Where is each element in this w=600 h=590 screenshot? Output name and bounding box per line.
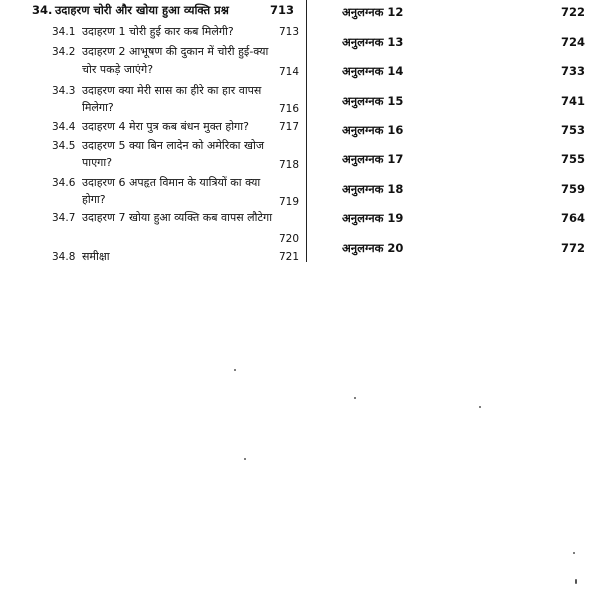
scan-speck xyxy=(244,458,246,460)
annexure-page: 755 xyxy=(560,152,585,166)
section-number: 34.5 xyxy=(52,140,76,152)
annexure-entry xyxy=(330,123,585,139)
annexure-label: अनुलग्नक 16 xyxy=(342,123,404,137)
scan-speck xyxy=(234,369,236,371)
section-title-continued: पाएगा? xyxy=(82,156,113,169)
annexure-entry xyxy=(330,152,585,168)
section-title: समीक्षा xyxy=(82,250,110,263)
chapter-contents-column xyxy=(0,0,304,265)
section-title: उदाहरण 4 मेरा पुत्र कब बंधन मुक्त होगा? xyxy=(82,120,249,133)
annexure-label: अनुलग्नक 12 xyxy=(342,5,404,19)
section-title: उदाहरण 7 खोया हुआ व्यक्ति कब वापस लौटेगा xyxy=(82,211,273,224)
section-title: उदाहरण 5 क्या बिन लादेन को अमेरिका खोज xyxy=(82,139,265,152)
annexure-label: अनुलग्नक 18 xyxy=(342,182,404,196)
section-page: 719 xyxy=(279,196,300,208)
annexure-label: अनुलग्नक 19 xyxy=(342,211,404,225)
annexure-label: अनुलग्नक 20 xyxy=(342,241,404,255)
annexure-page: 741 xyxy=(560,94,585,108)
annexure-entry xyxy=(330,5,585,21)
section-number: 34.7 xyxy=(52,212,76,224)
section-number: 34.8 xyxy=(52,251,76,263)
section-page: 718 xyxy=(279,159,300,171)
annexure-entry xyxy=(330,35,585,51)
section-number: 34.4 xyxy=(52,121,76,133)
annexure-entry xyxy=(330,211,585,227)
section-page: 716 xyxy=(279,103,300,115)
annexure-page: 722 xyxy=(560,5,585,19)
section-number: 34.2 xyxy=(52,46,76,58)
annexure-page: 733 xyxy=(560,64,585,78)
annexure-page: 759 xyxy=(560,182,585,196)
scan-speck xyxy=(354,397,356,399)
section-title-continued: चोर पकड़े जाएंगे? xyxy=(82,63,154,76)
section-page: 717 xyxy=(279,121,300,133)
section-title: उदाहरण क्या मेरी सास का हीरे का हार वापस xyxy=(82,84,262,97)
annexure-label: अनुलग्नक 13 xyxy=(342,35,404,49)
section-title-continued: होगा? xyxy=(82,193,106,206)
scan-speck xyxy=(479,406,481,408)
column-divider xyxy=(306,0,307,262)
section-page: 713 xyxy=(279,26,300,38)
scan-speck xyxy=(575,579,577,584)
annexure-label: अनुलग्नक 15 xyxy=(342,94,404,108)
annexure-label: अनुलग्नक 14 xyxy=(342,64,404,78)
chapter-title: उदाहरण चोरी और खोया हुआ व्यक्ति प्रश्न xyxy=(55,3,229,17)
section-title-continued: मिलेगा? xyxy=(82,101,114,114)
section-number: 34.6 xyxy=(52,177,76,189)
scan-speck xyxy=(573,552,575,554)
section-title: उदाहरण 2 आभूषण की दुकान में चोरी हुई-क्या xyxy=(82,45,269,58)
annexure-page: 764 xyxy=(560,211,585,225)
section-number: 34.1 xyxy=(52,26,76,38)
section-page: 714 xyxy=(279,66,300,78)
annexure-entry xyxy=(330,241,585,257)
annexure-label: अनुलग्नक 17 xyxy=(342,152,404,166)
annexure-page: 724 xyxy=(560,35,585,49)
annexure-page: 753 xyxy=(560,123,585,137)
section-number: 34.3 xyxy=(52,85,76,97)
chapter-page: 713 xyxy=(270,3,295,17)
annexure-entry xyxy=(330,182,585,198)
chapter-number: 34. xyxy=(32,3,53,17)
annexure-entry xyxy=(330,94,585,110)
section-title: उदाहरण 1 चोरी हुई कार कब मिलेगी? xyxy=(82,25,234,38)
annexure-page: 772 xyxy=(560,241,585,255)
section-title: उदाहरण 6 अपहृत विमान के यात्रियों का क्या xyxy=(82,176,261,189)
section-page: 721 xyxy=(279,251,300,263)
annexure-entry xyxy=(330,64,585,80)
section-page: 720 xyxy=(279,233,300,245)
